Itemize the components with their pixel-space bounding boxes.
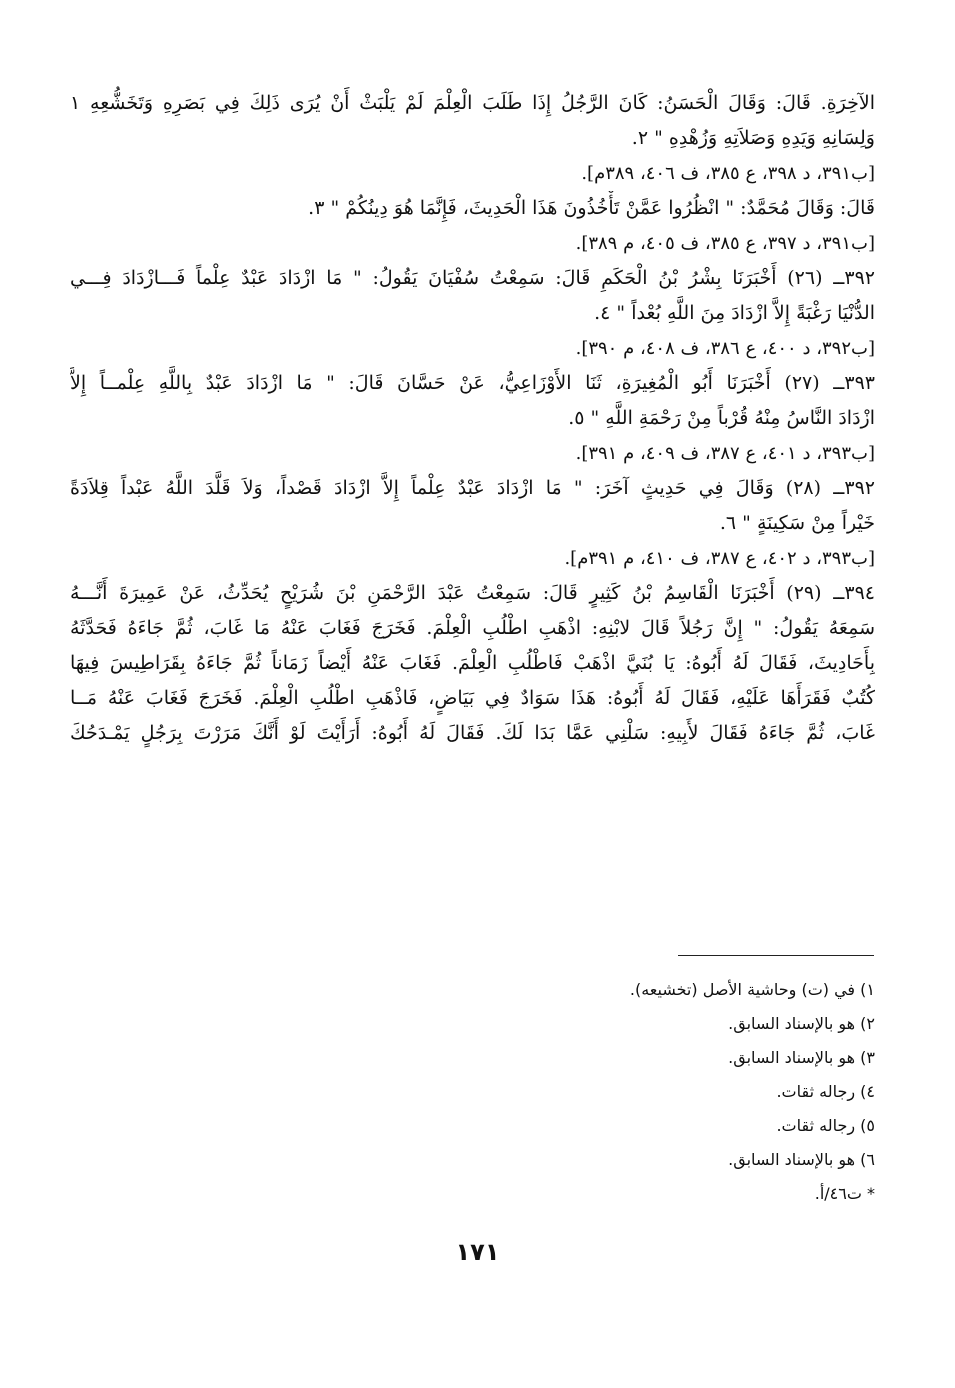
footnote: ١) في (ت) وحاشية الأصل (تخشيعه).: [629, 980, 875, 999]
footnote-divider: [678, 955, 874, 956]
reference-line: [ب٣٩١، د ٣٩٨، ع ٣٨٥، ف ٤٠٦، ٣٨٩م].: [581, 163, 875, 184]
footnote: ٥) رجاله ثقات.: [776, 1116, 875, 1135]
footnote: ٦) هو بالإسناد السابق.: [728, 1150, 875, 1169]
text-line: الدُّنْيَا رَغْبَةً إِلاَّ ازْدَادَ مِنَ اللَّهِ بُعْداً " ٤.: [594, 302, 875, 324]
footnote: * ت٤٦/أ.: [814, 1184, 875, 1203]
footnote: ٣) هو بالإسناد السابق.: [728, 1048, 875, 1067]
text-line: ٣٩٤ــ (٢٩) أَخْبَرَنَا الْقَاسِمُ بْنُ كَثِيرٍ قَالَ: سَمِعْتُ عَبْدَ الرَّحْمَنِ بْنَ شُرَيْحٍ يُحَدِّثُ، عَنْ عَمِيرَةَ أَنَّـــهُ: [70, 582, 875, 604]
main-text: [70, 86, 875, 751]
text-line: الآخِرَةِ. قَالَ: وَقَالَ الْحَسَنُ: كَانَ الرَّجُلُ إِذَا طَلَبَ الْعِلْمَ لَمْ يَلْبَثْ أَنْ يُرَى ذَلِكَ فِي بَصَرِهِ وَتَخَشُّعِهِ ١: [70, 92, 875, 114]
reference-line: [ب٣٩٣، د ٤٠٢، ع ٣٨٧، ف ٤١٠، م ٣٩١م].: [564, 548, 875, 569]
text-line: سَمِعَهُ يَقُولُ: " إِنَّ رَجُلاً قَالَ لابْنِهِ: اذْهَبِ اطْلُبِ الْعِلْمَ. فَخَرَجَ فَغَابَ عَنْهُ مَا غَابَ، ثُمَّ جَاءَهُ فَحَدَّثَهُ: [70, 617, 875, 639]
page-number: ١٧١: [455, 1238, 500, 1266]
text-line: بِأَحَادِيثَ، فَقَالَ لَهُ أَبُوهُ: يَا بُنَيَّ اذْهَبْ فَاطْلُبِ الْعِلْمَ. فَغَابَ عَنْهُ أَيْضاً زَمَاناً ثُمَّ جَاءَهُ بِقَرَاطِيسَ فِيهَا: [70, 652, 875, 674]
text-line: ٣٩٢ــ (٢٨) وَقَالَ فِي حَدِيثٍ آخَرَ: " مَا ازْدَادَ عَبْدٌ عِلْماً إِلاَّ ازْدَادَ قَصْداً، وَلاَ قَلَّدَ اللَّهُ عَبْداً قِلاَدَةً: [70, 477, 875, 499]
text-line: خَيْراً مِنْ سَكِينَةٍ " ٦.: [719, 512, 875, 534]
text-line: قَالَ: وَقَالَ مُحَمَّدٌ: " انْظُرُوا عَمَّنْ تَأْخُذُونَ هَذَا الْحَدِيثَ، فَإِنَّمَا هُوَ دِينُكُمْ " ٣.: [308, 197, 875, 219]
reference-line: [ب٣٩١، د ٣٩٧، ع ٣٨٥، ف ٤٠٥، م ٣٨٩].: [575, 233, 875, 254]
footnotes: [470, 973, 875, 1211]
text-line: ٣٩٢ــ (٢٦) أَخْبَرَنَا بِشْرُ بْنُ الْحَكَمِ قَالَ: سَمِعْتُ سُفْيَانَ يَقُولُ: " مَا ازْدَادَ عَبْدٌ عِلْماً فَـــازْدَادَ فِـــي: [70, 267, 875, 289]
text-line: كُتُبٌ فَقَرَأَهَا عَلَيْهِ، فَقَالَ لَهُ أَبُوهُ: هَذَا سَوَادٌ فِي بَيَاضٍ، فَاذْهَبِ اطْلُبِ الْعِلْمَ. فَخَرَجَ فَغَابَ عَنْهُ مَــا: [70, 687, 875, 709]
reference-line: [ب٣٩٣، د ٤٠١، ع ٣٨٧، ف ٤٠٩، م ٣٩١].: [575, 443, 875, 464]
footnote: ٤) رجاله ثقات.: [776, 1082, 875, 1101]
reference-line: [ب٣٩٢، د ٤٠٠، ع ٣٨٦، ف ٤٠٨، م ٣٩٠].: [575, 338, 875, 359]
text-line: ٣٩٣ــ (٢٧) أَخْبَرَنَا أَبُو الْمُغِيرَةِ، ثَنَا الأَوْزَاعِيُّ، عَنْ حَسَّانَ قَالَ: " مَا ازْدَادَ عَبْدٌ بِاللَّهِ عِلْمــاً إِلاَّ: [70, 372, 875, 394]
text-line: ازْدَادَ النَّاسُ مِنْهُ قُرْباً مِنْ رَحْمَةِ اللَّهِ " ٥.: [568, 407, 875, 429]
text-line: غَابَ، ثُمَّ جَاءَهُ فَقَالَ لأَبِيهِ: سَلْنِي عَمَّا بَدَا لَكَ. فَقَالَ لَهُ أَبُوهُ: أَرَأَيْتَ لَوْ أَنَّكَ مَرَرْتَ بِرَجُلٍ يَمْـدَحُكَ: [70, 722, 875, 744]
footnote: ٢) هو بالإسناد السابق.: [728, 1014, 875, 1033]
text-line: وَلِسَانِهِ وَيَدِهِ وَصَلاَتِهِ وَزُهْدِهِ " ٢.: [631, 127, 875, 149]
